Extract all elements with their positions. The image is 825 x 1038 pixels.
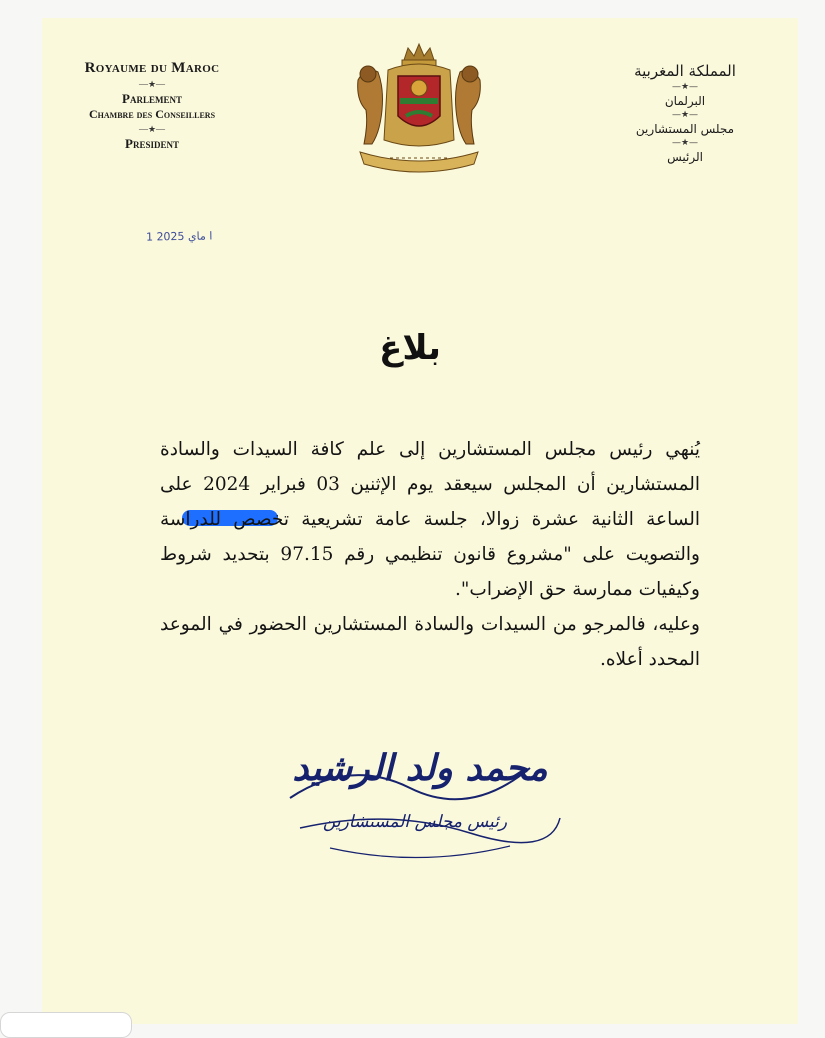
- signatory-title: رئيس مجلس المستشارين: [322, 812, 508, 832]
- separator: —★—: [138, 79, 166, 89]
- president-label: President: [125, 136, 179, 151]
- date-stamp: 1 ا ماي 2025: [145, 229, 213, 244]
- document-body: [160, 432, 700, 677]
- kingdom-label: Royaume du Maroc: [84, 60, 220, 76]
- bottom-overlay-tab[interactable]: [0, 1012, 132, 1038]
- parliament-label-ar: البرلمان: [664, 94, 706, 108]
- chamber-label-ar: مجلس المستشارين: [635, 122, 735, 136]
- chamber-label: Chambre des Conseillers: [88, 107, 216, 121]
- separator: —★—: [138, 124, 166, 134]
- parliament-label: Parlement: [122, 91, 182, 106]
- document-title: بلاغ: [379, 328, 441, 368]
- separator: —★—: [671, 110, 699, 120]
- president-label-ar: الرئيس: [667, 150, 703, 164]
- separator: —★—: [671, 82, 699, 92]
- paragraph: يُنهي رئيس مجلس المستشارين إلى علم كافة السيدات والسادة المستشارين أن المجلس سيعقد يوم الإثنين 03 فبراير 2024 على الساعة الثانية عشرة زوالا، جلسة عامة تشريعية تخصص للدراسة والتصويت على "مشروع قانون تنظيمي رقم 97.15 بتحديد شروط وكيفيات ممارسة حق الإضراب".: [160, 439, 700, 600]
- kingdom-label-ar: المملكة المغربية: [634, 62, 736, 80]
- signatory-name: محمد ولد الرشيد: [292, 748, 548, 789]
- paragraph: وعليه، فالمرجو من السيدات والسادة المستشارين الحضور في الموعد المحدد أعلاه.: [160, 614, 700, 670]
- separator: —★—: [671, 138, 699, 148]
- header-right-arabic: [600, 62, 770, 164]
- header-left-french: [62, 60, 242, 152]
- morocco-coat-of-arms-icon: [350, 40, 488, 176]
